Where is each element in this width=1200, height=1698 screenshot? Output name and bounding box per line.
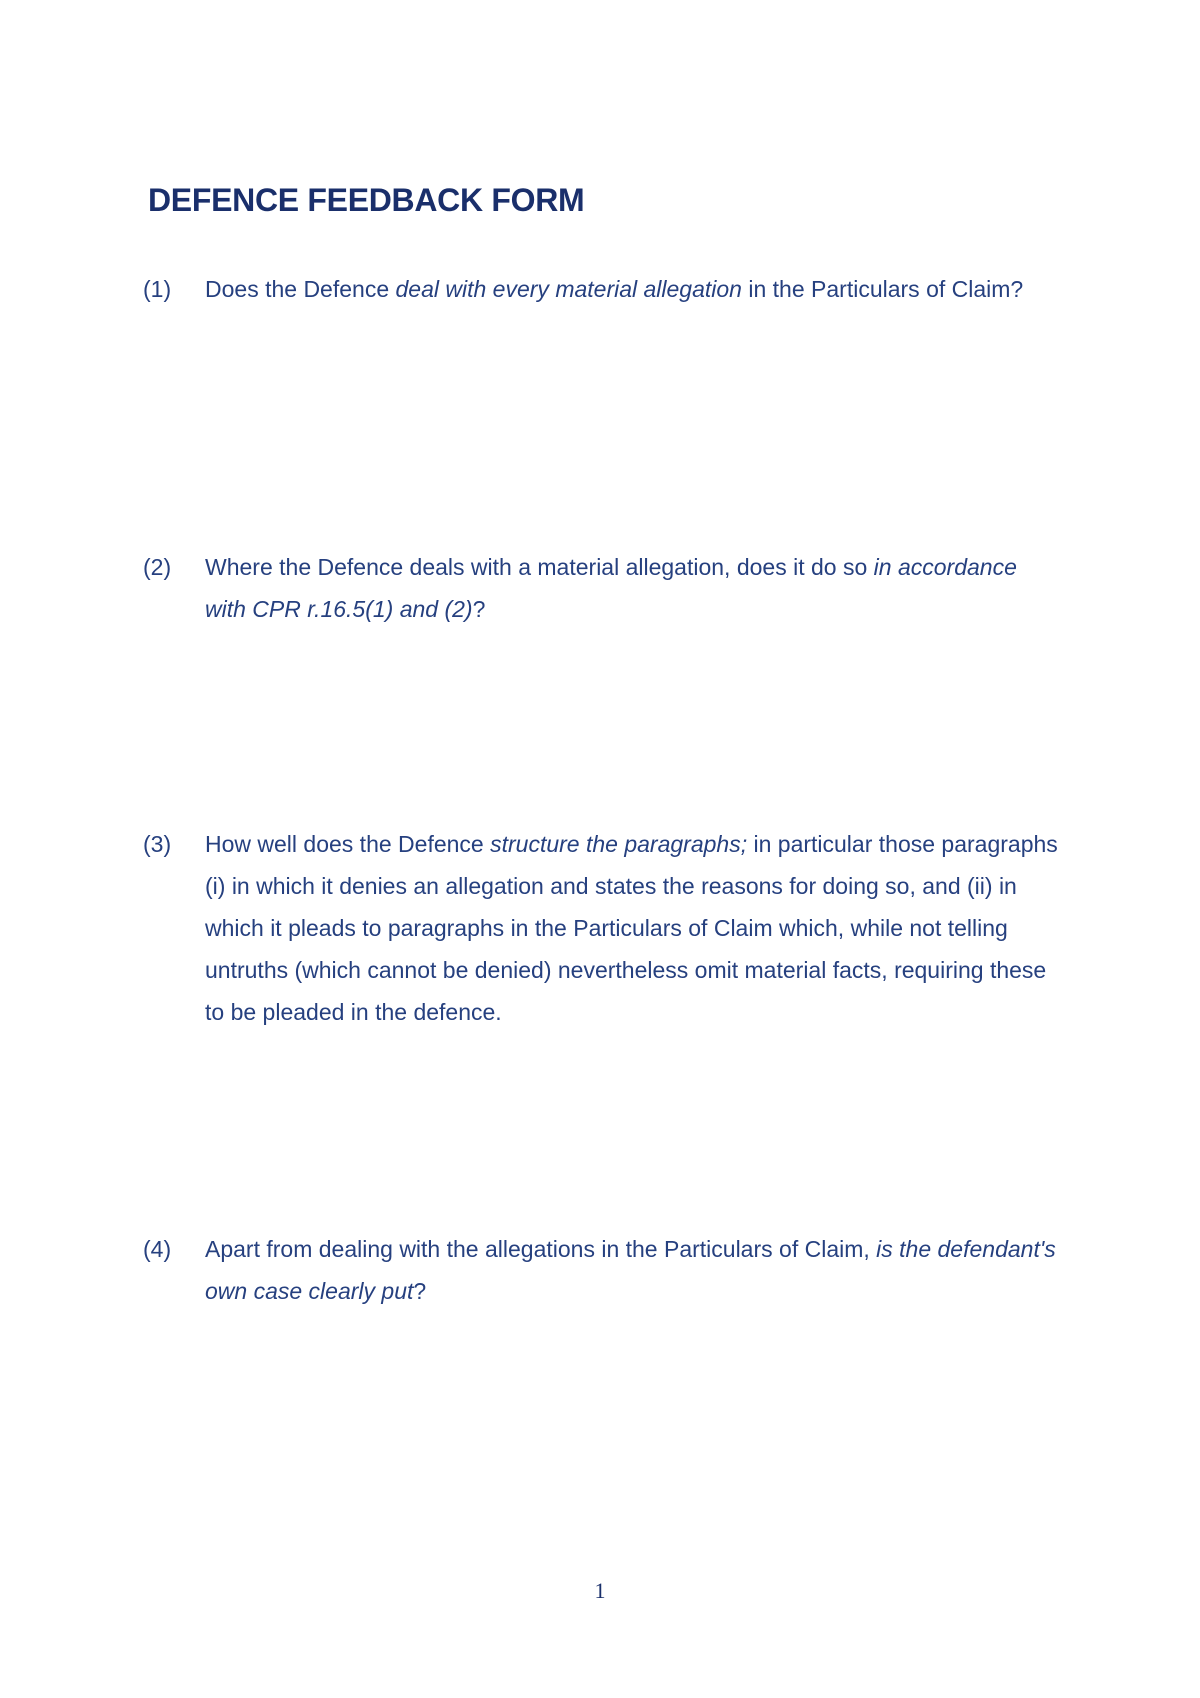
question-text — [205, 823, 1063, 1033]
question-text-part: Apart from dealing with the allegations in the Particulars of Claim, — [205, 1236, 877, 1262]
question-text-part: in the Particulars of Claim? — [741, 276, 1024, 302]
question-text-emphasis: structure the paragraphs; — [490, 831, 748, 857]
question-item — [143, 823, 1063, 1033]
question-number: (3) — [143, 831, 172, 857]
page-title: DEFENCE FEEDBACK FORM — [148, 182, 585, 218]
question-text-emphasis: deal with every material allegation — [395, 276, 742, 302]
question-text-part: in particular those paragraphs (i) in which it denies an allegation and states the reasons for doing so, and (ii) in which it pleads to paragraphs in the Particulars of Claim which, while not telling untruths (which cannot be denied) nevertheless omit material facts, requiring these to be pleaded in the defence. — [205, 831, 1058, 1025]
question-text-part: ? — [472, 596, 486, 622]
question-item — [143, 1228, 1063, 1312]
question-text — [205, 268, 1063, 310]
question-text-emphasis: is the defendant's own case clearly put — [205, 1236, 1056, 1304]
question-number: (1) — [143, 276, 172, 302]
question-text-part: ? — [413, 1278, 427, 1304]
question-item — [143, 268, 1063, 310]
question-number: (4) — [143, 1236, 172, 1262]
question-text-part: Where the Defence deals with a material allegation, does it do so — [205, 554, 874, 580]
question-text-part: Does the Defence — [205, 276, 396, 302]
question-number: (2) — [143, 554, 172, 580]
question-text — [205, 546, 1063, 630]
page-number: 1 — [594, 1578, 606, 1603]
question-text-part: How well does the Defence — [205, 831, 491, 857]
question-item — [143, 546, 1063, 630]
question-text-emphasis: in accordance with CPR r.16.5(1) and (2) — [205, 554, 1017, 622]
question-text — [205, 1228, 1063, 1312]
